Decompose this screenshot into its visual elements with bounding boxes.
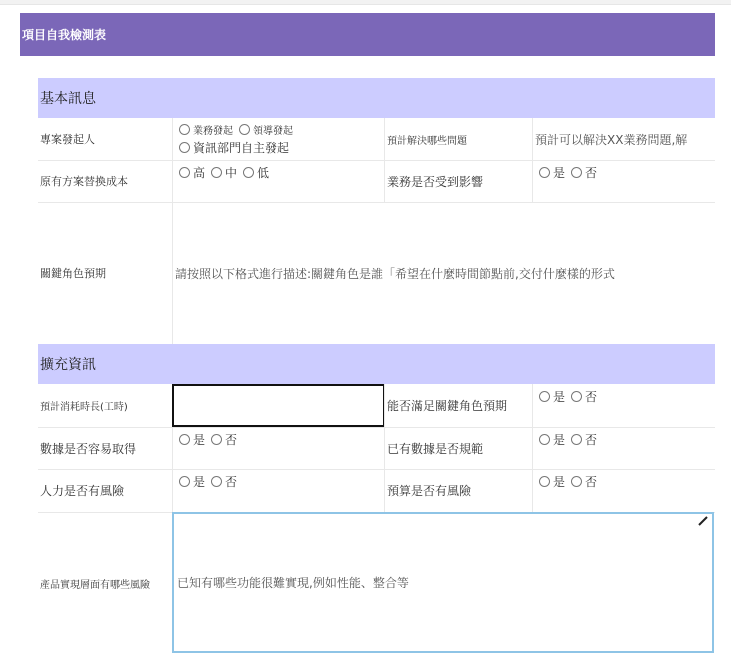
radio-unchecked-icon[interactable] bbox=[243, 167, 254, 178]
radio-unchecked-icon[interactable] bbox=[239, 124, 250, 135]
row-manpower-risk bbox=[38, 469, 715, 513]
data-easy-radio-group bbox=[173, 431, 237, 448]
problems-input[interactable] bbox=[532, 118, 715, 160]
row-replace-cost bbox=[38, 160, 715, 203]
radio-data-standard-yes[interactable] bbox=[539, 431, 565, 448]
top-strip bbox=[0, 0, 731, 5]
key-roles-input[interactable] bbox=[172, 202, 715, 344]
radio-unchecked-icon[interactable] bbox=[211, 476, 222, 487]
manpower-risk-label: 人力是否有風險 bbox=[40, 484, 125, 498]
replace-cost-radio-group bbox=[173, 164, 269, 181]
problems-label: 預計解決哪些問題 bbox=[384, 118, 532, 160]
radio-unchecked-icon[interactable] bbox=[179, 167, 190, 178]
pencil-resize-icon[interactable] bbox=[698, 516, 708, 526]
key-roles-label: 關鍵角色預期 bbox=[40, 267, 106, 280]
meet-expect-radio-cell bbox=[532, 384, 715, 427]
radio-label: 否 bbox=[225, 475, 238, 489]
radio-label: 業務發起 bbox=[193, 126, 233, 137]
meet-expect-radio-group bbox=[533, 388, 597, 405]
radio-unchecked-icon[interactable] bbox=[179, 142, 190, 153]
data-standard-radio-cell bbox=[532, 427, 715, 469]
radio-label: 是 bbox=[553, 475, 566, 489]
radio-cost-mid[interactable] bbox=[211, 164, 237, 181]
impl-risk-placeholder: 已知有哪些功能很難實現,例如性能、整合等 bbox=[177, 576, 409, 590]
radio-label: 領導發起 bbox=[253, 126, 293, 137]
duration-input[interactable] bbox=[172, 384, 385, 427]
radio-unchecked-icon[interactable] bbox=[571, 391, 582, 402]
radio-label: 否 bbox=[585, 390, 598, 404]
radio-unchecked-icon[interactable] bbox=[539, 391, 550, 402]
row-duration bbox=[38, 384, 715, 428]
radio-data-standard-no[interactable] bbox=[571, 431, 597, 448]
meet-expect-label: 能否滿足關鍵角色預期 bbox=[384, 384, 532, 427]
key-roles-placeholder: 請按照以下格式進行描述:關鍵角色是誰「希望在什麼時間節點前,交付什麼樣的形式 bbox=[175, 266, 615, 281]
radio-unchecked-icon[interactable] bbox=[179, 434, 190, 445]
radio-sponsor-leader[interactable] bbox=[239, 122, 293, 137]
radio-label: 否 bbox=[585, 166, 598, 180]
radio-affected-yes[interactable] bbox=[539, 164, 565, 181]
manpower-risk-radio-cell bbox=[172, 469, 384, 512]
replace-cost-label: 原有方案替換成本 bbox=[40, 175, 128, 188]
manpower-risk-radio-group bbox=[173, 473, 237, 490]
radio-label: 中 bbox=[225, 166, 238, 180]
row-impl-risk bbox=[38, 512, 715, 654]
radio-label: 是 bbox=[193, 433, 206, 447]
data-standard-radio-group bbox=[533, 431, 597, 448]
impl-risk-textarea[interactable] bbox=[172, 512, 714, 653]
radio-unchecked-icon[interactable] bbox=[211, 167, 222, 178]
radio-label: 否 bbox=[585, 433, 598, 447]
page-title: 項目自我檢測表 bbox=[22, 28, 107, 42]
radio-label: 低 bbox=[257, 166, 270, 180]
radio-label: 是 bbox=[553, 433, 566, 447]
radio-manpower-no[interactable] bbox=[211, 473, 237, 490]
budget-risk-label: 預算是否有風險 bbox=[384, 469, 532, 512]
radio-cost-low[interactable] bbox=[243, 164, 269, 181]
radio-sponsor-it[interactable] bbox=[179, 139, 289, 156]
radio-label: 資訊部門自主發起 bbox=[193, 141, 290, 155]
sponsor-radio-group bbox=[173, 122, 379, 156]
page-title-bar bbox=[20, 13, 715, 56]
data-standard-label: 已有數據是否規範 bbox=[384, 427, 532, 469]
sponsor-label: 專案發起人 bbox=[40, 133, 95, 146]
section-extended-title: 擴充資訊 bbox=[40, 357, 96, 373]
replace-cost-radio-cell bbox=[172, 160, 384, 202]
business-affected-radio-group bbox=[533, 164, 597, 181]
sponsor-radio-cell bbox=[172, 118, 384, 160]
section-extended-info bbox=[38, 344, 715, 384]
radio-unchecked-icon[interactable] bbox=[179, 124, 190, 135]
radio-meet-no[interactable] bbox=[571, 388, 597, 405]
impl-risk-label: 產品實現層面有哪些風險 bbox=[40, 579, 150, 591]
radio-manpower-yes[interactable] bbox=[179, 473, 205, 490]
radio-data-easy-no[interactable] bbox=[211, 431, 237, 448]
radio-data-easy-yes[interactable] bbox=[179, 431, 205, 448]
radio-unchecked-icon[interactable] bbox=[179, 476, 190, 487]
business-affected-radio-cell bbox=[532, 160, 715, 202]
radio-label: 是 bbox=[193, 475, 206, 489]
radio-label: 是 bbox=[553, 166, 566, 180]
budget-risk-radio-group bbox=[533, 473, 597, 490]
business-affected-label: 業務是否受到影響 bbox=[384, 160, 532, 202]
radio-unchecked-icon[interactable] bbox=[211, 434, 222, 445]
radio-unchecked-icon[interactable] bbox=[571, 434, 582, 445]
row-data-easy bbox=[38, 427, 715, 470]
section-basic-title: 基本訊息 bbox=[40, 91, 96, 107]
radio-label: 高 bbox=[193, 166, 206, 180]
radio-label: 是 bbox=[553, 390, 566, 404]
radio-unchecked-icon[interactable] bbox=[539, 167, 550, 178]
data-easy-radio-cell bbox=[172, 427, 384, 469]
data-easy-label: 數據是否容易取得 bbox=[40, 441, 137, 456]
radio-label: 否 bbox=[225, 433, 238, 447]
row-key-roles bbox=[38, 202, 715, 345]
radio-cost-high[interactable] bbox=[179, 164, 205, 181]
row-sponsor bbox=[38, 118, 715, 161]
radio-budget-no[interactable] bbox=[571, 473, 597, 490]
problems-value: 預計可以解決XX業務問題,解 bbox=[535, 132, 688, 147]
radio-unchecked-icon[interactable] bbox=[539, 434, 550, 445]
budget-risk-radio-cell bbox=[532, 469, 715, 512]
radio-affected-no[interactable] bbox=[571, 164, 597, 181]
radio-label: 否 bbox=[585, 475, 598, 489]
radio-meet-yes[interactable] bbox=[539, 388, 565, 405]
section-basic-info bbox=[38, 78, 715, 118]
radio-unchecked-icon[interactable] bbox=[539, 476, 550, 487]
radio-sponsor-business[interactable] bbox=[179, 122, 233, 137]
duration-label: 預計消耗時長(工時) bbox=[40, 402, 128, 413]
radio-unchecked-icon[interactable] bbox=[571, 167, 582, 178]
radio-unchecked-icon[interactable] bbox=[571, 476, 582, 487]
radio-budget-yes[interactable] bbox=[539, 473, 565, 490]
